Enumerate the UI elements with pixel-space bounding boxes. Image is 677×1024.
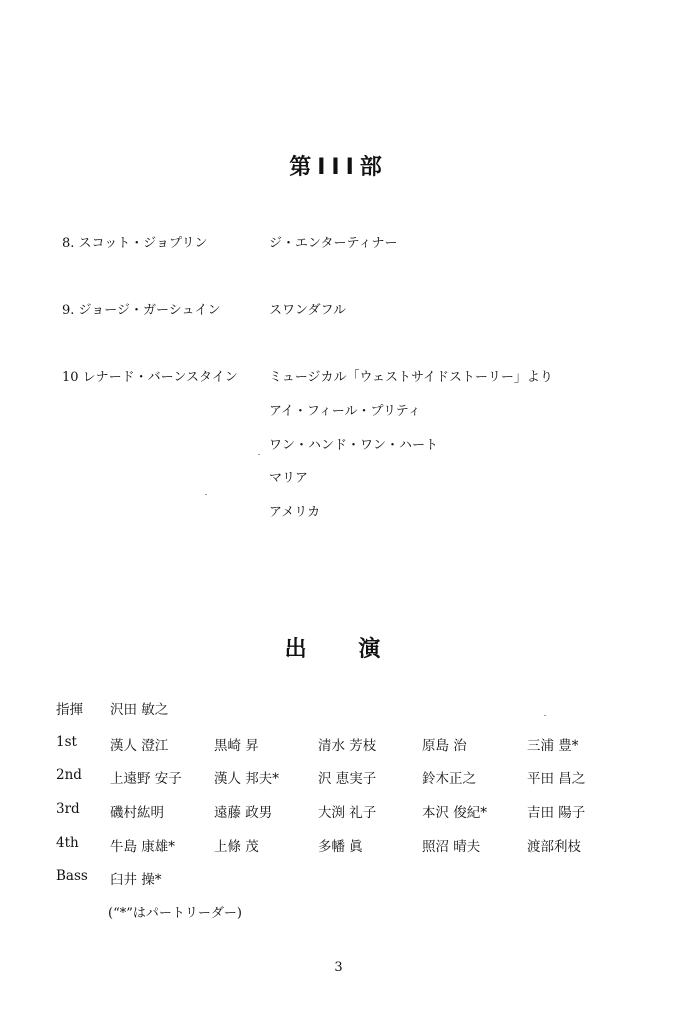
performer-row	[56, 801, 656, 823]
part-label: Bass	[56, 868, 88, 884]
performer-name: 磯村紘明	[110, 805, 164, 821]
part-leader-note: (“*”はパートリーダー)	[108, 906, 242, 921]
performer-name: 三浦 豊*	[527, 738, 579, 754]
program-item	[62, 299, 622, 319]
piece-title: アイ・フィール・プリティ	[269, 404, 421, 419]
performer-name: 沢田 敏之	[110, 702, 169, 718]
composer-name: 10 レナード・バーンスタイン	[62, 370, 238, 385]
piece-title: マリア	[269, 471, 309, 486]
performer-name: 沢 恵実子	[318, 771, 377, 787]
performer-name: 黒崎 昇	[214, 738, 259, 754]
piece-title: スワンダフル	[269, 303, 346, 318]
scan-speck	[258, 454, 260, 455]
performer-name: 吉田 陽子	[527, 805, 586, 821]
piece-title: ミュージカル「ウェストサイドストーリー」より	[269, 370, 553, 385]
performer-name: 上條 茂	[214, 839, 259, 855]
composer-name: 9. ジョージ・ガーシュイン	[62, 303, 221, 318]
piece-title: アメリカ	[269, 505, 321, 520]
performer-row	[56, 698, 656, 720]
performer-row	[56, 767, 656, 789]
program-item	[62, 366, 622, 386]
performer-row	[56, 868, 656, 890]
performer-name: 漢人 邦夫*	[214, 771, 280, 787]
performer-name: 大渕 礼子	[318, 805, 377, 821]
performer-name: 牛島 康雄*	[110, 839, 176, 855]
scan-speck	[205, 494, 207, 495]
scan-speck	[544, 715, 546, 716]
piece-title: ワン・ハンド・ワン・ハート	[269, 438, 439, 453]
performer-name: 原島 治	[422, 738, 467, 754]
composer-name: 8. スコット・ジョプリン	[62, 236, 208, 251]
performer-name: 本沢 俊紀*	[422, 805, 488, 821]
performer-name: 鈴木正之	[422, 771, 476, 787]
performer-name: 多幡 眞	[318, 839, 363, 855]
performer-name: 臼井 操*	[110, 872, 162, 888]
performer-name: 上遠野 安子	[110, 771, 182, 787]
part-label: 2nd	[56, 767, 82, 783]
performer-name: 平田 昌之	[527, 771, 586, 787]
part-label: 3rd	[56, 801, 80, 817]
section-title: 第III部	[289, 155, 388, 180]
performer-name: 清水 芳枝	[318, 738, 377, 754]
piece-title: ジ・エンターティナー	[269, 236, 398, 251]
page-number: 3	[334, 960, 343, 975]
part-label: 1st	[56, 734, 77, 750]
part-label: 4th	[56, 835, 79, 851]
performer-name: 遠藤 政男	[214, 805, 273, 821]
part-label: 指揮	[56, 702, 83, 718]
performer-name: 漢人 澄江	[110, 738, 169, 754]
program-item	[62, 232, 622, 252]
cast-title: 出 演	[284, 637, 403, 662]
performer-row	[56, 734, 656, 756]
performer-row	[56, 835, 656, 857]
performer-name: 渡部利枝	[527, 839, 581, 855]
performer-name: 照沼 晴夫	[422, 839, 481, 855]
